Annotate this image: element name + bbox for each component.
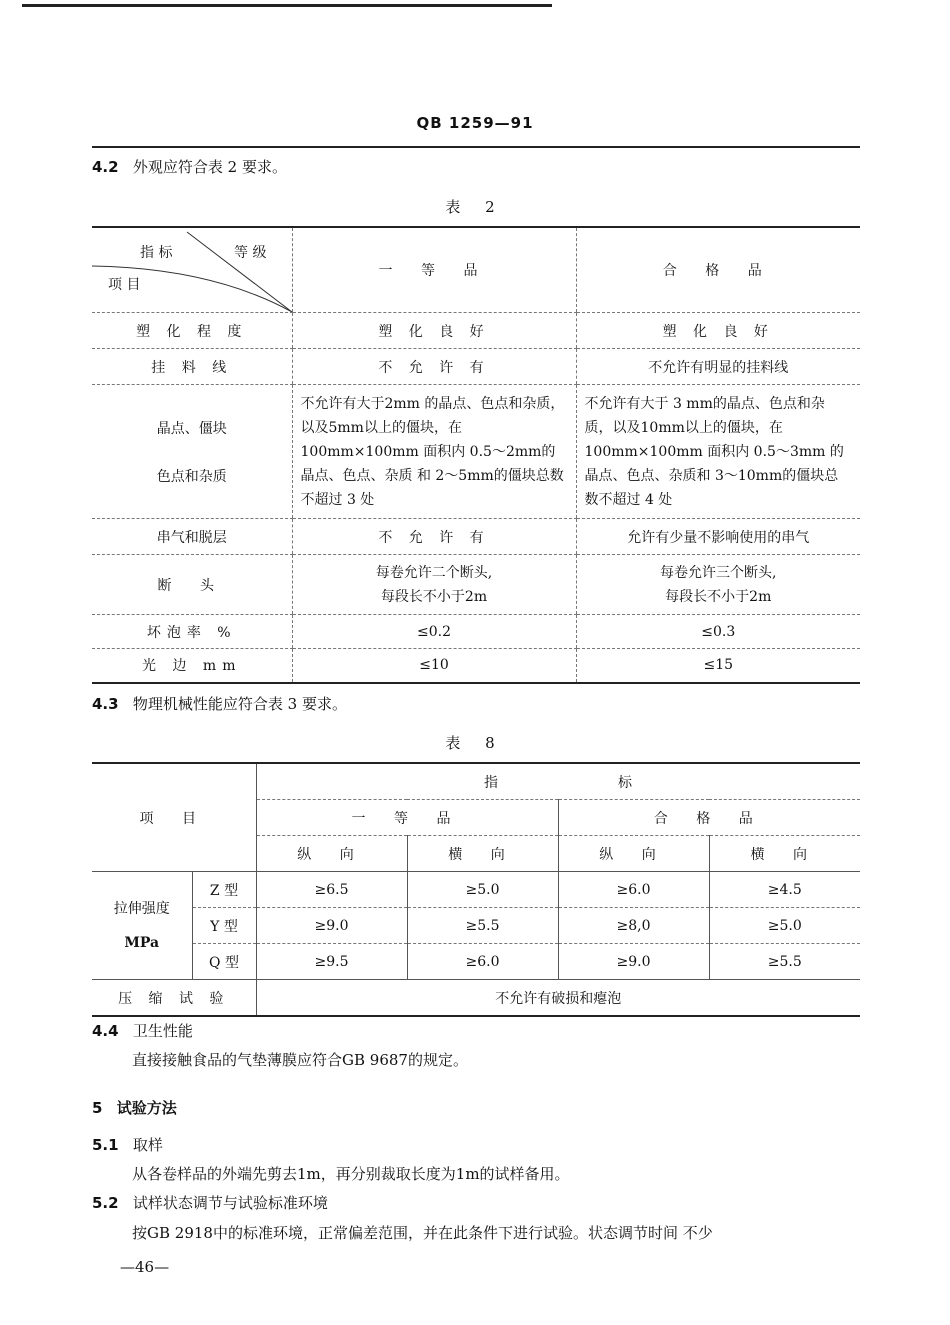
table2-caption: 表 2	[445, 198, 505, 216]
section-text: 物理机械性能应符合表 3 要求。	[132, 695, 347, 713]
section-number: 4.2	[92, 158, 119, 176]
tensile-unit: MPa	[124, 934, 160, 951]
table-3	[92, 762, 860, 1017]
table-row	[92, 980, 860, 1017]
section-number: 5.2	[92, 1194, 119, 1212]
item-header: 项 目	[92, 763, 256, 872]
row-grade1: ≤10	[292, 649, 576, 683]
section-title: 取样	[132, 1136, 163, 1154]
section-number: 5	[92, 1099, 103, 1117]
table-row	[92, 349, 860, 385]
doc-code: QB 1259—91	[416, 114, 534, 132]
table-row	[92, 227, 860, 313]
section-title: 试样状态调节与试验标准环境	[132, 1194, 328, 1212]
dir-trans: 横 向	[407, 836, 558, 872]
table-row	[92, 649, 860, 683]
row-item: 串气和脱层	[92, 519, 292, 555]
row-grade2: 允许有少量不影响使用的串气	[576, 519, 860, 555]
row-grade1	[292, 555, 576, 615]
cell-value: ≥6.0	[558, 872, 709, 908]
diag-right-label: 等 级	[234, 245, 267, 261]
cell-value: ≥5.5	[407, 908, 558, 944]
cell-value: ≥5.0	[407, 872, 558, 908]
cell-value: ≥5.0	[709, 908, 860, 944]
cell-value: ≥9.0	[558, 944, 709, 980]
table-row	[92, 555, 860, 615]
row-type: Z 型	[192, 872, 256, 908]
cell-value: ≥9.0	[256, 908, 407, 944]
section-title: 卫生性能	[132, 1022, 193, 1040]
diag-bottom-label: 项 目	[108, 277, 141, 293]
grade1-header: 一 等 品	[256, 800, 558, 836]
table-row	[92, 615, 860, 649]
section-text: 外观应符合表 2 要求。	[132, 158, 287, 176]
row-grade1: 塑 化 良 好	[292, 313, 576, 349]
dir-long: 纵 向	[558, 836, 709, 872]
index-header-right: 标	[558, 763, 860, 800]
compress-label: 压 缩 试 验	[118, 990, 230, 1007]
col-header-grade1: 一 等 品	[292, 227, 576, 313]
row-type: Q 型	[192, 944, 256, 980]
table-row	[92, 313, 860, 349]
row-type: Y 型	[192, 908, 256, 944]
table-row	[92, 385, 860, 519]
cell-value: ≥9.5	[256, 944, 407, 980]
section-4-4	[92, 1020, 193, 1041]
diagonal-lines	[92, 228, 292, 312]
row-grade2: ≤15	[576, 649, 860, 683]
cell-value: ≥6.5	[256, 872, 407, 908]
row-grade2: 不允许有明显的挂料线	[576, 349, 860, 385]
header-rule	[92, 146, 860, 148]
top-rule	[22, 4, 552, 7]
table-2	[92, 226, 860, 684]
row-grade2-line2: 每段长不小于2m	[665, 588, 772, 605]
section-5	[92, 1097, 177, 1118]
row-grade1-line1: 每卷允许二个断头,	[375, 564, 493, 581]
row-grade2	[576, 555, 860, 615]
section-5-1	[92, 1134, 163, 1155]
table-row	[92, 908, 860, 944]
section-4-4-text: 直接接触食品的气垫薄膜应符合GB 9687的规定。	[132, 1051, 468, 1069]
dir-long: 纵 向	[256, 836, 407, 872]
section-number: 5.1	[92, 1136, 119, 1154]
compress-value: 不允许有破损和瘪泡	[256, 980, 860, 1017]
diag-top-label: 指 标	[140, 245, 173, 261]
cell-value: ≥5.5	[709, 944, 860, 980]
section-title: 试验方法	[116, 1099, 177, 1117]
row-grade1: 不允许有大于2mm 的晶点、色点和杂质，以及5mm以上的僵块，在 100mm×100mm 面积内 0.5～2mm的晶点、色点、杂质 和 2～5mm的僵块总数不超过 3 处	[292, 385, 576, 519]
tensile-label-cell	[92, 872, 192, 980]
section-4-3	[92, 693, 347, 714]
table-row	[92, 944, 860, 980]
tensile-label: 拉伸强度	[113, 900, 170, 917]
row-item: 光 边 mm	[142, 658, 242, 675]
row-grade1: 不 允 许 有	[292, 519, 576, 555]
row-grade1: ≤0.2	[292, 615, 576, 649]
section-number: 4.3	[92, 695, 119, 713]
cell-value: ≥8,0	[558, 908, 709, 944]
table-row	[92, 763, 860, 800]
row-item-line1: 晶点、僵块	[156, 420, 227, 437]
grade2-header: 合 格 品	[558, 800, 860, 836]
section-4-2	[92, 156, 287, 177]
row-grade2: ≤0.3	[576, 615, 860, 649]
section-5-2-text: 按GB 2918中的标准环境，正常偏差范围，并在此条件下进行试验。状态调节时间 不少	[132, 1224, 713, 1242]
row-item: 断 头	[92, 555, 292, 615]
page-number: —46—	[120, 1258, 170, 1276]
row-item: 坏泡率 %	[92, 615, 292, 649]
table-row	[92, 519, 860, 555]
row-item: 挂 料 线	[92, 349, 292, 385]
row-item: 塑 化 程 度	[92, 313, 292, 349]
cell-value: ≥6.0	[407, 944, 558, 980]
row-grade2: 塑 化 良 好	[576, 313, 860, 349]
section-5-1-text: 从各卷样品的外端先剪去1m，再分别裁取长度为1m的试样备用。	[132, 1165, 570, 1183]
table3-caption: 表 8	[445, 734, 505, 752]
row-grade1: 不 允 许 有	[292, 349, 576, 385]
cell-value: ≥4.5	[709, 872, 860, 908]
col-header-grade2: 合 格 品	[576, 227, 860, 313]
section-5-2	[92, 1192, 328, 1213]
dir-trans: 横 向	[709, 836, 860, 872]
row-grade2: 不允许有大于 3 mm的晶点、色点和杂质，以及10mm以上的僵块，在100mm×100mm 面积内 0.5～3mm 的晶点、色点、杂质和 3～10mm的僵块总数不超过 4 处	[576, 385, 860, 519]
row-grade2-line1: 每卷允许三个断头,	[660, 564, 777, 581]
row-item-line2: 色点和杂质	[156, 468, 227, 485]
index-header-left: 指	[256, 763, 558, 800]
row-grade1-line2: 每段长不小于2m	[380, 588, 488, 605]
diagonal-header-cell	[92, 227, 292, 313]
table-row	[92, 872, 860, 908]
row-item	[92, 385, 292, 519]
section-number: 4.4	[92, 1022, 119, 1040]
